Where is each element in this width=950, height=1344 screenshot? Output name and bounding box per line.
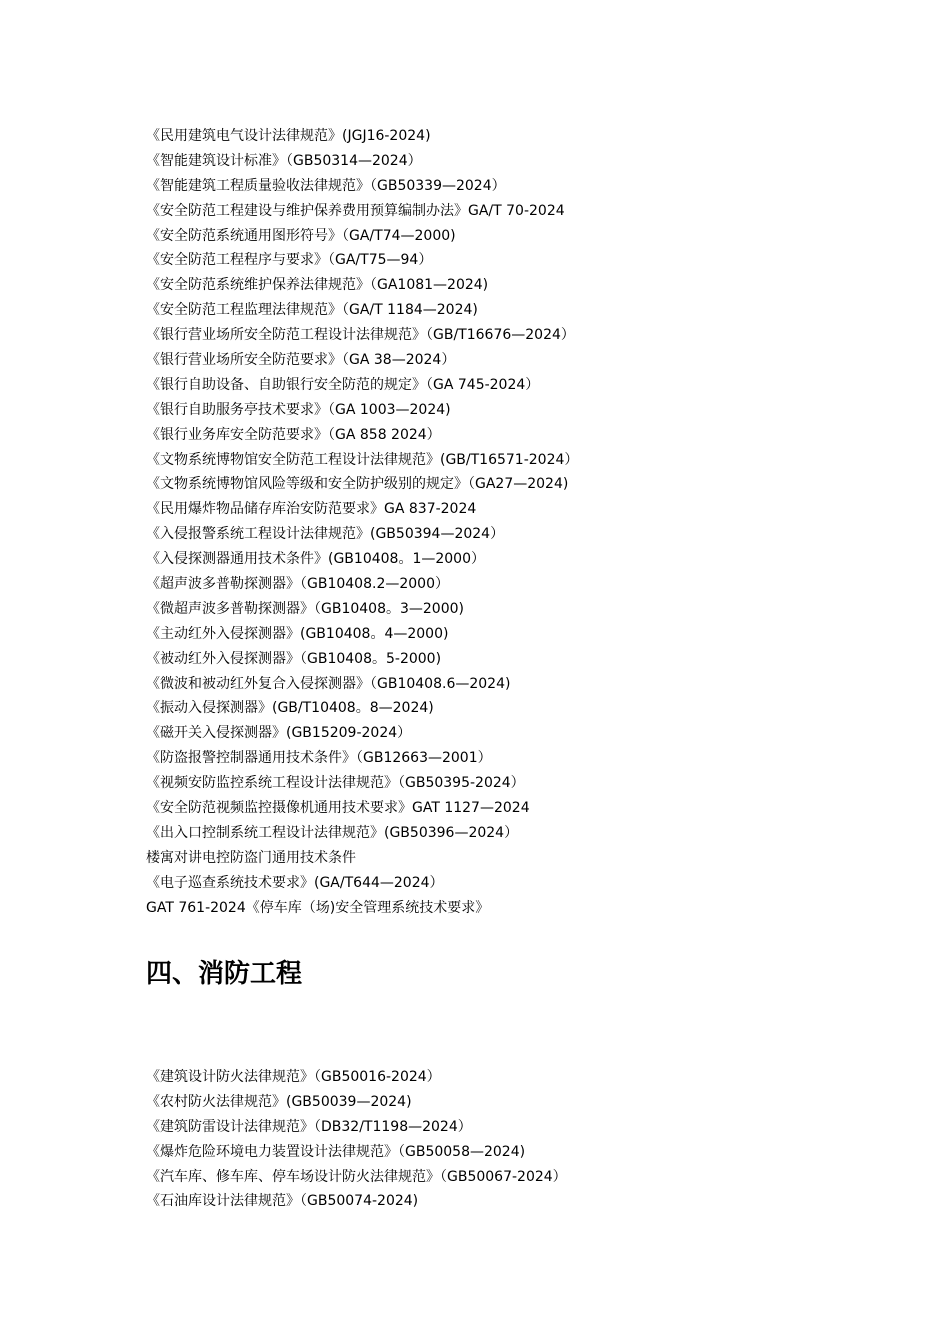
list-item: 《入侵探测器通用技术条件》(GB10408。1—2000） [146, 551, 485, 568]
list-item: 《智能建筑设计标准》（GB50314—2024） [146, 152, 422, 169]
list-item: 《安全防范系统通用图形符号》（GA/T74—2000) [146, 227, 456, 244]
section-heading-fire-engineering: 四、消防工程 [146, 959, 303, 989]
list-item: 《振动入侵探测器》(GB/T10408。8—2024) [146, 700, 434, 717]
list-item: 《建筑设计防火法律规范》（GB50016-2024） [146, 1069, 441, 1085]
list-item: 《爆炸危险环境电力装置设计法律规范》（GB50058—2024) [146, 1143, 526, 1160]
list-item: 《被动红外入侵探测器》（GB10408。5-2000) [146, 650, 442, 667]
list-item: 《安全防范工程程序与要求》（GA/T75—94） [146, 252, 433, 269]
list-item: 《银行营业场所安全防范要求》（GA 38—2024） [146, 352, 456, 369]
list-item: 《视频安防监控系统工程设计法律规范》（GB50395-2024） [146, 775, 525, 792]
list-item: 《银行自助设备、自助银行安全防范的规定》（GA 745-2024） [146, 376, 540, 393]
list-item: 《超声波多普勒探测器》（GB10408.2—2000） [146, 576, 449, 593]
list-item: 《入侵报警系统工程设计法律规范》(GB50394—2024） [146, 526, 505, 543]
standards-list-fire [146, 1065, 567, 1214]
list-item: 《银行营业场所安全防范工程设计法律规范》（GB/T16676—2024） [146, 327, 575, 344]
list-item: 《磁开关入侵探测器》(GB15209-2024） [146, 725, 412, 742]
list-item: 《建筑防雷设计法律规范》（DB32/T1198—2024） [146, 1118, 472, 1135]
list-item: 《安全防范视频监控摄像机通用技术要求》GAT 1127—2024 [146, 800, 530, 817]
list-item: 《文物系统博物馆安全防范工程设计法律规范》(GB/T16571-2024） [146, 451, 579, 468]
list-item: 《银行自助服务亭技术要求》（GA 1003—2024) [146, 401, 451, 418]
list-item: GAT 761-2024《停车库（场)安全管理系统技术要求》 [146, 899, 490, 916]
list-item: 楼寓对讲电控防盗门通用技术条件 [146, 849, 356, 866]
standards-list-security [146, 124, 578, 921]
list-item: 《微超声波多普勒探测器》（GB10408。3—2000) [146, 600, 464, 617]
list-item: 《石油库设计法律规范》（GB50074-2024) [146, 1193, 419, 1210]
list-item: 《农村防火法律规范》(GB50039—2024) [146, 1093, 412, 1110]
list-item: 《安全防范系统维护保养法律规范》（GA1081—2024) [146, 277, 489, 294]
list-item: 《智能建筑工程质量验收法律规范》（GB50339—2024） [146, 177, 506, 194]
list-item: 《防盗报警控制器通用技术条件》（GB12663—2001） [146, 750, 492, 767]
list-item: 《安全防范工程监理法律规范》（GA/T 1184—2024) [146, 302, 478, 319]
list-item: 《银行业务库安全防范要求》（GA 858 2024） [146, 426, 441, 443]
list-item: 《电子巡查系统技术要求》(GA/T644—2024） [146, 874, 444, 891]
list-item: 《民用建筑电气设计法律规范》(JGJ16-2024) [146, 128, 431, 144]
list-item: 《民用爆炸物品储存库治安防范要求》GA 837-2024 [146, 501, 477, 518]
list-item: 《主动红外入侵探测器》(GB10408。4—2000) [146, 625, 449, 642]
list-item: 《文物系统博物馆风险等级和安全防护级别的规定》（GA27—2024) [146, 476, 569, 493]
list-item: 《汽车库、修车库、停车场设计防火法律规范》（GB50067-2024） [146, 1168, 567, 1185]
list-item: 《微波和被动红外复合入侵探测器》（GB10408.6—2024) [146, 675, 511, 692]
list-item: 《出入口控制系统工程设计法律规范》(GB50396—2024） [146, 824, 519, 841]
list-item: 《安全防范工程建设与维护保养费用预算编制办法》GA/T 70-2024 [146, 202, 565, 219]
